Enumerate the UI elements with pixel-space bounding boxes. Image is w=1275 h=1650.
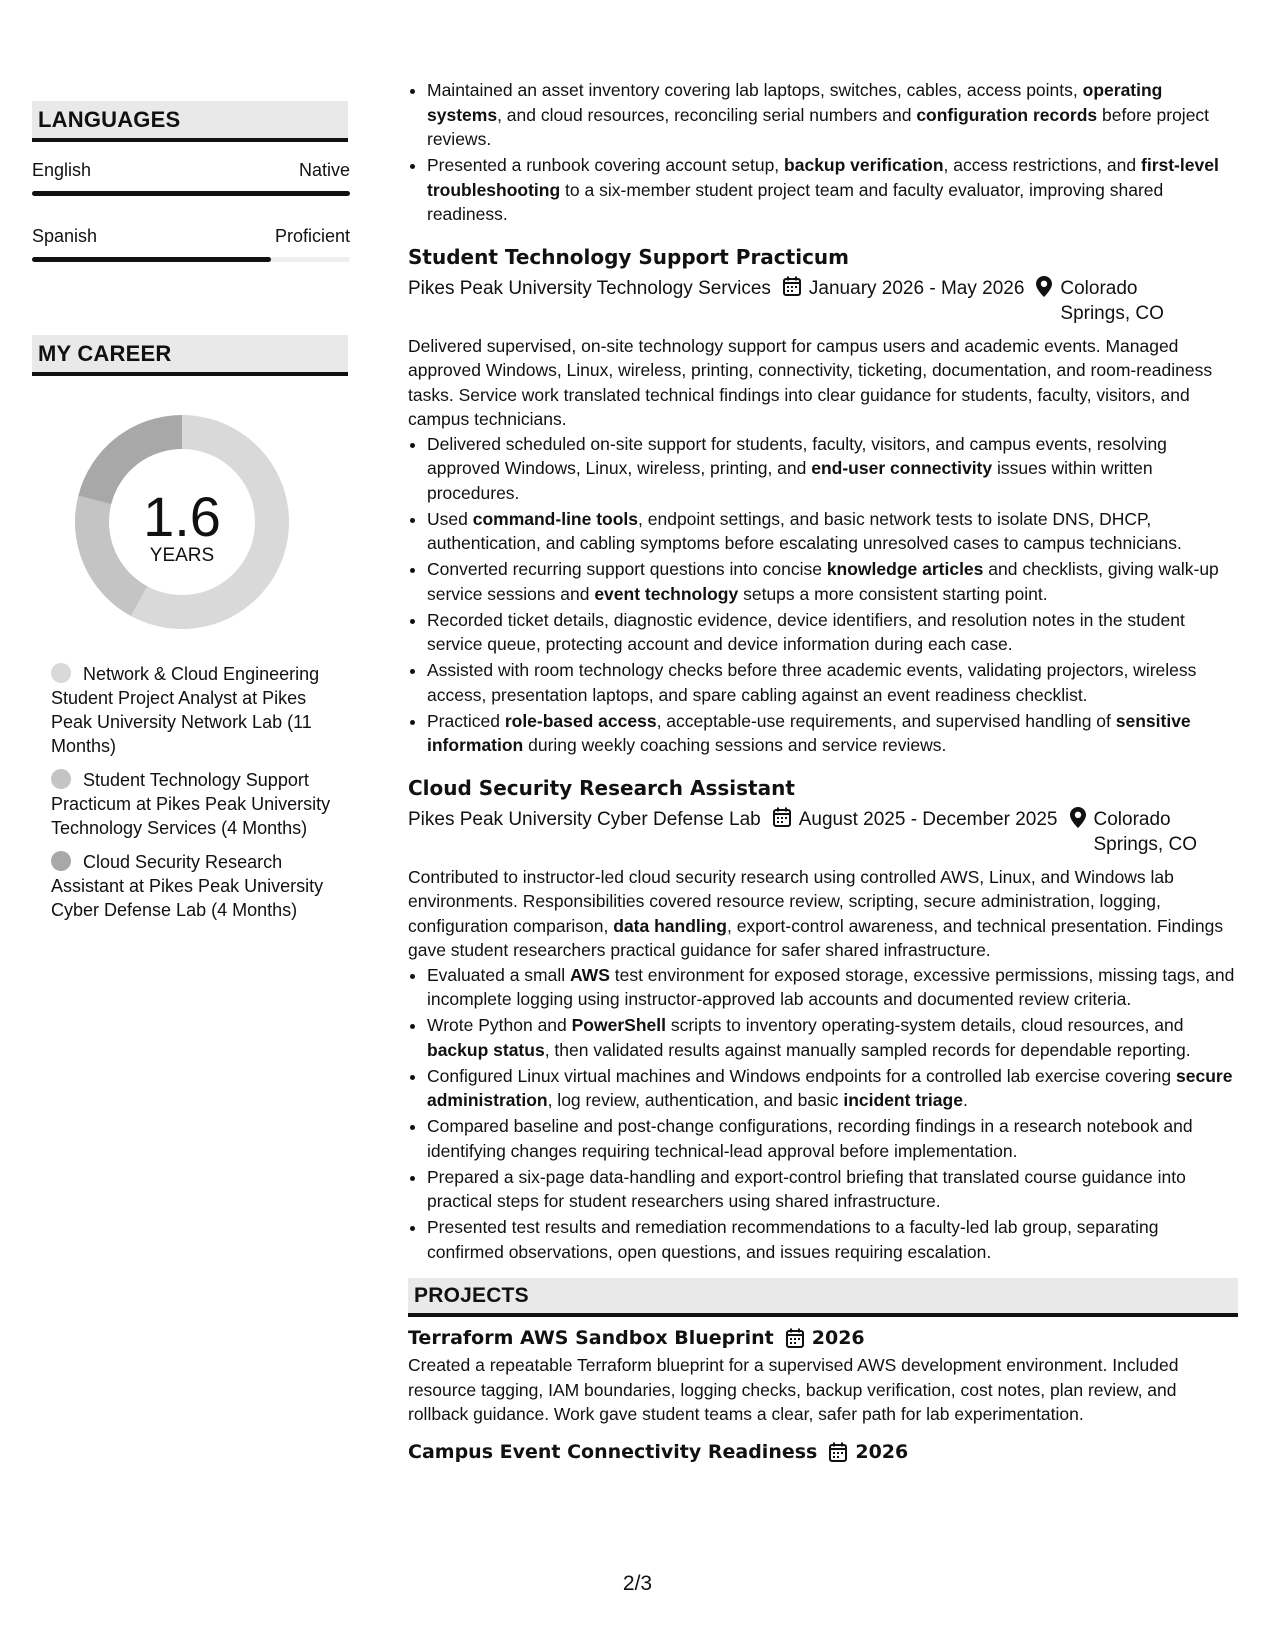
text-run: Evaluated a small	[427, 964, 570, 985]
text-run: , acceptable-use requirements, and supervised handling of	[656, 710, 1116, 731]
text-run: Practiced	[427, 710, 505, 731]
project-title-row	[408, 1327, 1238, 1349]
text-run: , export-control awareness, and technical presentation. Findings gave student researchers practical guidance for safer shared infrastructure.	[408, 915, 1224, 960]
legend-label: Student Technology Support Practicum at Pikes Peak University Technology Services (4 Months)	[51, 770, 331, 838]
bullet-item	[427, 1013, 1238, 1062]
bullet-item	[427, 78, 1238, 152]
text-run: , then validated results against manually sampled records for dependable reporting.	[544, 1039, 1191, 1060]
emphasis-text: secure administration	[427, 1065, 1233, 1110]
text-run: , and cloud resources, reconciling serial numbers and	[497, 104, 917, 125]
text-run: Compared baseline and post-change configurations, recording findings in a research notebook and identifying changes requiring technical-lead approval before implementation.	[427, 1116, 1193, 1161]
career-heading: MY CAREER	[32, 335, 348, 376]
text-run: Wrote Python and	[427, 1015, 572, 1035]
bullet-item	[427, 1064, 1238, 1113]
donut-slice	[75, 496, 147, 616]
legend-swatch	[51, 769, 71, 789]
calendar-icon	[786, 1328, 804, 1348]
project-entry	[408, 1441, 1238, 1463]
bullet-item	[427, 963, 1238, 1012]
project-year: 2026	[855, 1440, 909, 1463]
job-summary	[408, 865, 1238, 963]
calendar-icon	[773, 807, 791, 857]
text-run: test environment for exposed storage, excessive permissions, missing tags, and incomplete logging using instructor-approved lab accounts and documented review criteria.	[427, 964, 1235, 1009]
legend-item	[32, 768, 332, 840]
map-pin-icon	[1070, 807, 1086, 857]
text-run: issues within written procedures.	[427, 458, 1153, 503]
job-dates: January 2026 - May 2026	[808, 277, 1025, 299]
text-run: setups a more consistent starting point.	[738, 583, 1048, 604]
emphasis-text: event technology	[594, 583, 739, 604]
emphasis-text: sensitive information	[427, 710, 1191, 755]
emphasis-text: command-line tools	[472, 508, 639, 529]
text-run: Used	[427, 508, 473, 529]
text-run: during weekly coaching sessions and service reviews.	[523, 735, 947, 755]
legend-label: Network & Cloud Engineering Student Project Analyst at Pikes Peak University Network Lab (11 Months)	[51, 664, 320, 756]
legend-item	[32, 662, 332, 758]
text-run: Presented test results and remediation recommendations to a faculty-led lab group, separating confirmed observations, open questions, and issues requiring escalation.	[427, 1217, 1159, 1262]
job-entry	[408, 776, 1238, 1265]
bullet-item	[427, 432, 1238, 506]
emphasis-text: end-user connectivity	[811, 458, 993, 478]
language-level-bar	[32, 191, 350, 196]
language-level-fill	[32, 257, 271, 262]
project-year: 2026	[811, 1327, 865, 1349]
job-organization: Pikes Peak University Technology Services	[408, 277, 771, 299]
bullet-item	[427, 1114, 1238, 1163]
career-donut-chart	[62, 402, 302, 642]
job-dates: August 2025 - December 2025	[798, 808, 1058, 830]
job-summary: Delivered supervised, on-site technology support for campus users and academic events. Managed approved Windows, Linux, wireless, printing, connectivity, ticketing, documentation, and room-readiness tasks. Service work translated technical findings into clear guidance for students, faculty, visitors, and campus technicians.	[408, 335, 1213, 429]
emphasis-text: backup verification	[784, 155, 944, 175]
text-run: before project reviews.	[427, 104, 1210, 149]
project-entry	[408, 1327, 1238, 1427]
job-meta	[408, 807, 1238, 857]
job-organization: Pikes Peak University Cyber Defense Lab	[408, 808, 761, 830]
project-title-row	[408, 1441, 1238, 1463]
job-title: Cloud Security Research Assistant	[408, 775, 795, 800]
bullet-item	[427, 1215, 1238, 1264]
career-total-unit: YEARS	[149, 545, 215, 566]
right-column	[408, 78, 1238, 1463]
career-total-value: 1.6	[143, 485, 221, 548]
job-location: Colorado Springs, CO	[1060, 277, 1164, 324]
calendar-icon	[829, 1442, 847, 1462]
language-english	[32, 160, 350, 196]
text-run: scripts to inventory operating-system details, cloud resources, and	[665, 1015, 1184, 1035]
text-run: Converted recurring support questions into concise	[427, 559, 827, 579]
emphasis-text: AWS	[570, 964, 610, 985]
career-legend	[32, 662, 332, 932]
text-run: Presented a runbook covering account setup,	[427, 155, 785, 175]
text-run: Configured Linux virtual machines and Windows endpoints for a controlled lab exercise covering	[427, 1065, 1177, 1086]
job-location: Colorado Springs, CO	[1093, 808, 1197, 855]
text-run: and checklists, giving walk-up service sessions and	[427, 559, 1219, 604]
emphasis-text: PowerShell	[571, 1015, 666, 1035]
emphasis-text: data handling	[613, 915, 727, 936]
text-run: Maintained an asset inventory covering lab laptops, switches, cables, access points,	[427, 80, 1083, 100]
bullet-item	[427, 709, 1238, 758]
languages-heading: LANGUAGES	[32, 101, 348, 142]
project-title: Terraform AWS Sandbox Blueprint	[408, 1327, 774, 1349]
text-run: Prepared a six-page data-handling and export-control briefing that translated course guidance into practical steps for student researchers using shared infrastructure.	[427, 1166, 1186, 1211]
emphasis-text: knowledge articles	[826, 559, 984, 579]
project-title: Campus Event Connectivity Readiness	[408, 1440, 818, 1463]
project-description: Created a repeatable Terraform blueprint for a supervised AWS development environment. Included resource tagging, IAM boundaries, logging checks, backup verification, cost notes, plan review, and rollback guidance. Work gave student teams a clear, safer path for lab experimentation.	[408, 1355, 1179, 1424]
bullet-item	[427, 507, 1238, 556]
language-level: Native	[298, 160, 350, 180]
text-run: Assisted with room technology checks before three academic events, validating projectors, wireless access, presentation laptops, and spare cabling against an event readiness checklist.	[427, 660, 1197, 705]
job-bullets	[408, 432, 1238, 758]
bullet-item	[427, 557, 1238, 606]
text-run: Contributed to instructor-led cloud security research using controlled AWS, Linux, and Windows lab environments. Responsibilities covered resource review, scripting, secure administration, logging, configuration comparison,	[408, 866, 1174, 936]
bullet-item	[427, 1165, 1238, 1214]
emphasis-text: role-based access	[504, 710, 657, 731]
text-run: , access restrictions, and	[943, 155, 1141, 175]
previous-job-bullets	[408, 78, 1238, 227]
page-number	[0, 1572, 1275, 1596]
page-number-text: 2/3	[622, 1572, 653, 1595]
text-run: , endpoint settings, and basic network tests to isolate DNS, DHCP, authentication, and cabling symptoms before escalating unresolved cases to campus technicians.	[427, 508, 1182, 553]
language-level-bar	[32, 257, 350, 262]
language-level-fill	[32, 191, 350, 196]
text-run: Delivered scheduled on-site support for students, faculty, visitors, and campus events, resolving approved Windows, Linux, wireless, printing, and	[427, 433, 1167, 478]
calendar-icon	[783, 276, 801, 326]
language-level: Proficient	[274, 226, 350, 246]
emphasis-text: operating systems	[427, 80, 1163, 125]
language-name: Spanish	[32, 226, 98, 246]
bullet-item	[427, 153, 1238, 227]
language-spanish	[32, 226, 350, 262]
emphasis-text: configuration records	[916, 104, 1098, 125]
job-title: Student Technology Support Practicum	[408, 244, 850, 269]
bullet-item	[427, 608, 1238, 657]
job-bullets	[408, 963, 1238, 1265]
language-name: English	[32, 160, 92, 180]
legend-swatch	[51, 663, 71, 683]
legend-item	[32, 850, 332, 922]
text-run: Recorded ticket details, diagnostic evidence, device identifiers, and resolution notes in the student service queue, protecting account and device information during each case.	[427, 609, 1185, 654]
legend-swatch	[51, 851, 71, 871]
job-meta	[408, 276, 1238, 326]
projects-heading: PROJECTS	[408, 1278, 1238, 1317]
text-run: , log review, authentication, and basic	[547, 1090, 844, 1110]
emphasis-text: first-level troubleshooting	[427, 155, 1219, 200]
job-entry	[408, 245, 1238, 758]
bullet-item	[427, 658, 1238, 707]
text-run: .	[962, 1090, 968, 1110]
map-pin-icon	[1036, 276, 1052, 326]
text-run: to a six-member student project team and faculty evaluator, improving shared readiness.	[427, 179, 1164, 224]
legend-label: Cloud Security Research Assistant at Pikes Peak University Cyber Defense Lab (4 Months)	[51, 852, 324, 920]
emphasis-text: incident triage	[843, 1090, 963, 1110]
emphasis-text: backup status	[427, 1039, 545, 1060]
